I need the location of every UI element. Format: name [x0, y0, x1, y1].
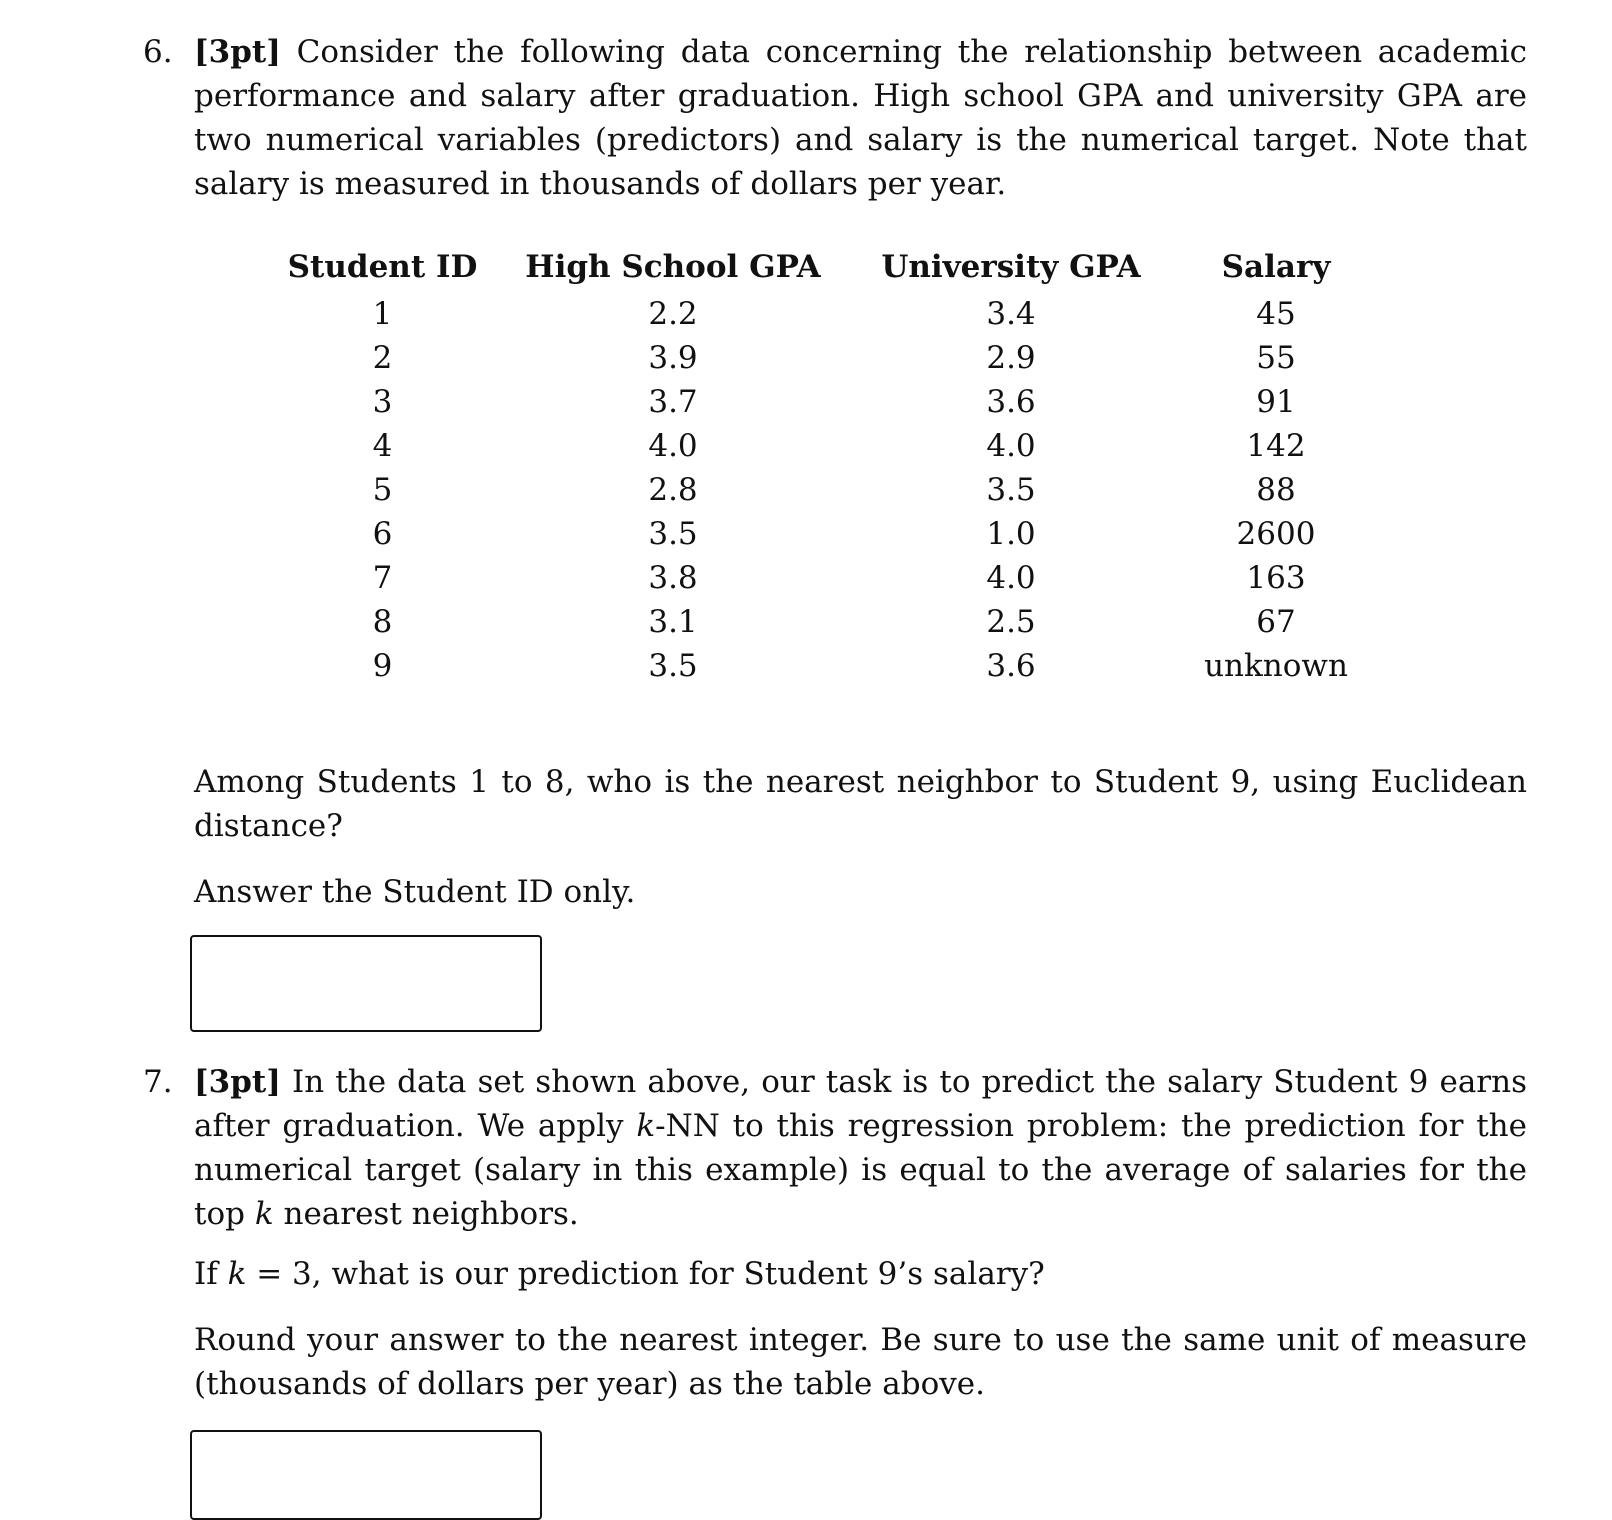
- cell-salary: 142: [1246, 428, 1306, 464]
- question-7-intro-part-1: In the data set shown above, our task is to predict the salary Student 9 earns after graduation. We apply: [194, 1064, 1527, 1144]
- question-7-intro-end: nearest neighbors.: [273, 1196, 579, 1232]
- cell-salary: 45: [1256, 296, 1296, 332]
- cell-university-gpa: 1.0: [986, 516, 1036, 552]
- table-row: [270, 556, 1381, 600]
- cell-high-school-gpa: 3.8: [648, 560, 698, 596]
- question-7-instruction: Round your answer to the nearest integer. Be sure to use the same unit of measure (thousands of dollars per year) as the table above.: [194, 1322, 1527, 1402]
- header-high-school-gpa: High School GPA: [525, 249, 821, 285]
- question-6-intro-text: Consider the following data concerning the relationship between academic performance and salary after graduation. High school GPA and university GPA are two numerical variables (predictors) and salary is the numerical target. Note that salary is measured in thousands of dollars per year.: [194, 34, 1527, 202]
- cell-student-id: 1: [372, 296, 393, 332]
- table-row: [270, 644, 1381, 688]
- cell-salary: 55: [1256, 340, 1296, 376]
- table-row: [270, 600, 1381, 644]
- k-symbol: k: [636, 1108, 656, 1144]
- table-header-row: [270, 242, 1381, 292]
- question-7-prompt-suffix: = 3, what is our prediction for Student 9’s salary?: [246, 1256, 1045, 1292]
- question-6-prompt: Among Students 1 to 8, who is the nearest neighbor to Student 9, using Euclidean distance?: [194, 764, 1527, 844]
- cell-high-school-gpa: 3.1: [648, 604, 698, 640]
- cell-high-school-gpa: 3.7: [648, 384, 698, 420]
- table-row: [270, 424, 1381, 468]
- cell-high-school-gpa: 2.2: [648, 296, 698, 332]
- cell-university-gpa: 2.9: [986, 340, 1036, 376]
- cell-high-school-gpa: 2.8: [648, 472, 698, 508]
- question-6-number: 6.: [143, 34, 173, 70]
- salary-data-table: [270, 242, 1381, 688]
- cell-university-gpa: 3.5: [986, 472, 1036, 508]
- cell-salary: 163: [1246, 560, 1306, 596]
- cell-salary: 2600: [1236, 516, 1316, 552]
- cell-student-id: 5: [372, 472, 393, 508]
- question-6-instruction: Answer the Student ID only.: [194, 874, 636, 910]
- question-7-intro: [194, 1060, 1527, 1236]
- cell-student-id: 9: [372, 648, 393, 684]
- cell-university-gpa: 3.4: [986, 296, 1036, 332]
- question-7-prompt: [194, 1252, 1527, 1296]
- header-student-id: Student ID: [287, 249, 478, 285]
- cell-salary: 88: [1256, 472, 1296, 508]
- k-symbol: k: [254, 1196, 274, 1232]
- cell-salary: 67: [1256, 604, 1296, 640]
- cell-student-id: 8: [372, 604, 393, 640]
- table-row: [270, 336, 1381, 380]
- cell-university-gpa: 2.5: [986, 604, 1036, 640]
- cell-student-id: 6: [372, 516, 393, 552]
- cell-student-id: 7: [372, 560, 393, 596]
- cell-high-school-gpa: 3.5: [648, 516, 698, 552]
- cell-salary: unknown: [1204, 648, 1348, 684]
- table-row: [270, 292, 1381, 336]
- cell-university-gpa: 3.6: [986, 648, 1036, 684]
- table-row: [270, 380, 1381, 424]
- cell-university-gpa: 3.6: [986, 384, 1036, 420]
- question-7-points: [3pt]: [194, 1064, 281, 1100]
- table-row: [270, 512, 1381, 556]
- cell-high-school-gpa: 3.5: [648, 648, 698, 684]
- cell-student-id: 4: [372, 428, 393, 464]
- header-salary: Salary: [1221, 249, 1331, 285]
- cell-high-school-gpa: 4.0: [648, 428, 698, 464]
- cell-university-gpa: 4.0: [986, 428, 1036, 464]
- cell-student-id: 3: [372, 384, 393, 420]
- question-6-intro: [194, 30, 1527, 206]
- cell-student-id: 2: [372, 340, 393, 376]
- question-6-answer-input[interactable]: [190, 935, 542, 1032]
- question-7-answer-input[interactable]: [190, 1430, 542, 1520]
- cell-high-school-gpa: 3.9: [648, 340, 698, 376]
- question-6-points: [3pt]: [194, 34, 281, 70]
- question-7-prompt-prefix: If: [194, 1256, 228, 1292]
- k-symbol: k: [227, 1256, 247, 1292]
- cell-university-gpa: 4.0: [986, 560, 1036, 596]
- header-university-gpa: University GPA: [881, 249, 1141, 285]
- cell-salary: 91: [1256, 384, 1296, 420]
- question-7-number: 7.: [143, 1064, 173, 1100]
- question-7-intro-part-2: -NN to this regression problem: the prediction for the numerical target (salary in this example) is equal to the average of salaries for the top: [194, 1108, 1527, 1232]
- table-row: [270, 468, 1381, 512]
